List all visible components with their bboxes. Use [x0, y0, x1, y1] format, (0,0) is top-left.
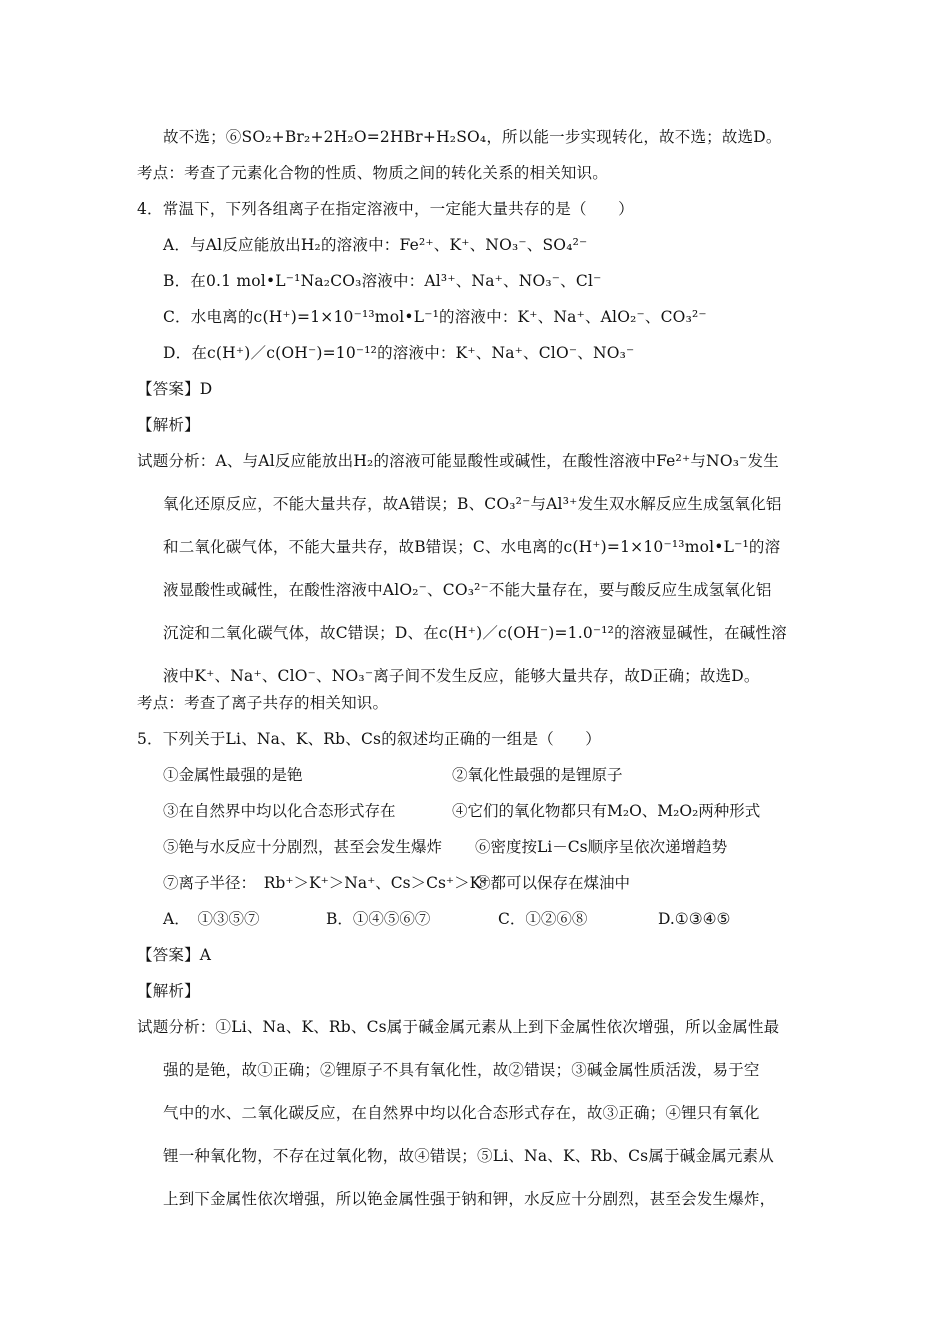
q4-kaodian: 考点：考查了离子共存的相关知识。 [137, 694, 389, 712]
q5-item: ⑤铯与水反应十分剧烈，甚至会发生爆炸 [163, 838, 443, 856]
q5-choice-c: C．①②⑥⑧ [498, 910, 588, 928]
q4-analysis-line: 沉淀和二氧化碳气体，故C错误；D、在c(H⁺)／c(OH⁻)=1.0⁻¹²的溶液显碱性，在碱性溶 [163, 624, 787, 642]
q4-analysis-line: 液中K⁺、Na⁺、ClO⁻、NO₃⁻离子间不发生反应，能够大量共存，故D正确；故选D。 [163, 667, 760, 685]
q5-item: ②氧化性最强的是锂原子 [452, 766, 623, 784]
prev-solution-line: 故不选；⑥SO₂+Br₂+2H₂O=2HBr+H₂SO₄，所以能一步实现转化，故不选；故选D。 [163, 128, 782, 146]
q5-choice-a: A． ①③⑤⑦ [163, 910, 260, 928]
q5-analysis-line: 上到下金属性依次增强，所以铯金属性强于钠和钾，水反应十分剧烈，甚至会发生爆炸， [163, 1190, 776, 1208]
q5-analysis-line: 强的是铯，故①正确；②锂原子不具有氧化性，故②错误；③碱金属性质活泼，易于空 [163, 1061, 760, 1079]
q4-analysis-line: 氧化还原反应，不能大量共存，故A错误；B、CO₃²⁻与Al³⁺发生双水解反应生成氢氧化铝 [163, 495, 782, 513]
q4-analysis-line: 液显酸性或碱性，在酸性溶液中AlO₂⁻、CO₃²⁻不能大量存在，要与酸反应生成氢氧化铝 [163, 581, 772, 599]
q4-analysis-line: 试题分析：A、与Al反应能放出H₂的溶液可能显酸性或碱性，在酸性溶液中Fe²⁺与NO₃⁻发生 [137, 452, 779, 470]
q4-analysis-line: 和二氧化碳气体，不能大量共存，故B错误；C、水电离的c(H⁺)=1×10⁻¹³mol•L⁻¹的溶 [163, 538, 781, 556]
q4-option-a: A．与Al反应能放出H₂的溶液中：Fe²⁺、K⁺、NO₃⁻、SO₄²⁻ [163, 236, 588, 254]
q5-item: ⑦离子半径： Rb⁺＞K⁺＞Na⁺、Cs＞Cs⁺＞K⁺ [163, 874, 490, 892]
q5-stem: 5．下列关于Li、Na、K、Rb、Cs的叙述均正确的一组是（ ） [137, 730, 602, 748]
q5-analysis-line: 试题分析：①Li、Na、K、Rb、Cs属于碱金属元素从上到下金属性依次增强，所以金属性最 [137, 1018, 780, 1036]
q4-option-d: D．在c(H⁺)／c(OH⁻)=10⁻¹²的溶液中：K⁺、Na⁺、ClO⁻、NO₃⁻ [163, 344, 635, 362]
q5-item: ③在自然界中均以化合态形式存在 [163, 802, 396, 820]
q5-item: ⑥密度按Li－Cs顺序呈依次递增趋势 [475, 838, 728, 856]
q5-analysis-label: 【解析】 [137, 982, 200, 1000]
q5-choice-d: D.①③④⑤ [658, 910, 731, 928]
q5-answer: 【答案】A [137, 946, 212, 964]
prev-kaodian: 考点：考查了元素化合物的性质、物质之间的转化关系的相关知识。 [137, 164, 609, 182]
q4-option-b: B．在0.1 mol•L⁻¹Na₂CO₃溶液中：Al³⁺、Na⁺、NO₃⁻、Cl⁻ [163, 272, 602, 290]
q4-answer: 【答案】D [137, 380, 213, 398]
q5-item: ①金属性最强的是铯 [163, 766, 303, 784]
q5-item: ⑧都可以保存在煤油中 [475, 874, 631, 892]
q5-choice-b: B．①④⑤⑥⑦ [326, 910, 431, 928]
q4-option-c: C．水电离的c(H⁺)=1×10⁻¹³mol•L⁻¹的溶液中：K⁺、Na⁺、AlO₂⁻、CO₃²⁻ [163, 308, 707, 326]
q4-analysis-label: 【解析】 [137, 416, 200, 434]
q5-analysis-line: 锂一种氧化物，不存在过氧化物，故④错误；⑤Li、Na、K、Rb、Cs属于碱金属元素从 [163, 1147, 774, 1165]
q5-analysis-line: 气中的水、二氧化碳反应，在自然界中均以化合态形式存在，故③正确；④锂只有氧化 [163, 1104, 760, 1122]
q4-stem: 4．常温下，下列各组离子在指定溶液中，一定能大量共存的是（ ） [137, 200, 634, 218]
q5-item: ④它们的氧化物都只有M₂O、M₂O₂两种形式 [452, 802, 761, 820]
